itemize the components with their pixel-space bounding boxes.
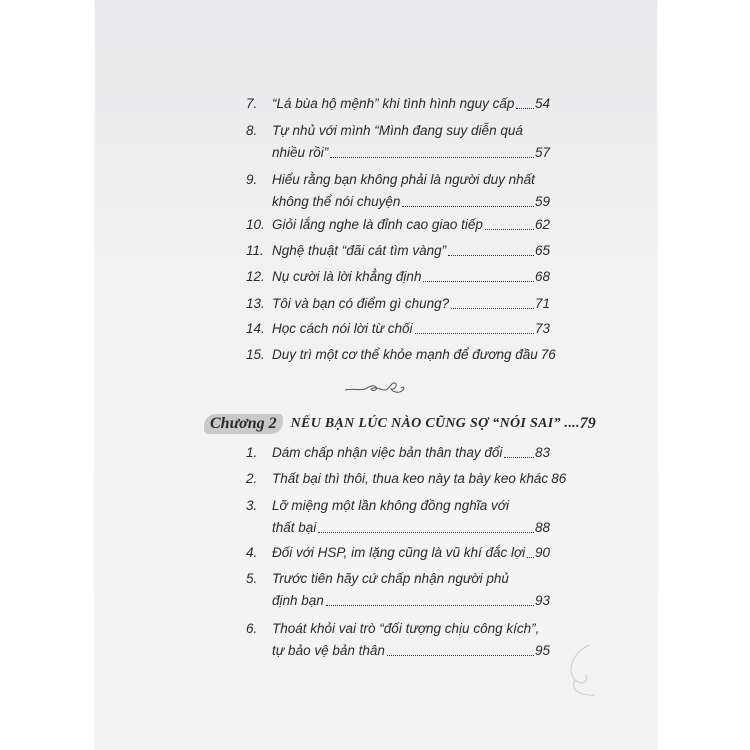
entry-title-continued: tự bảo vệ bản thân (272, 643, 385, 658)
entry-title: Hiểu rằng bạn không phải là người duy nhất (272, 172, 535, 187)
entry-number: 2. (246, 471, 258, 486)
entry-title: Dám chấp nhận việc bản thân thay đổi (272, 445, 503, 460)
entry-title: Trước tiên hãy cứ chấp nhận người phủ (272, 571, 509, 586)
entry-title: Học cách nói lời từ chối (272, 321, 413, 336)
entry-number: 10. (246, 217, 265, 232)
entry-title: Đối với HSP, im lặng cũng là vũ khí đắc lợi (272, 545, 526, 560)
entry-line (272, 242, 550, 260)
entry-line (272, 95, 550, 113)
entry-number: 14. (246, 321, 265, 336)
entry-line (272, 444, 550, 462)
dot-leader (415, 320, 534, 334)
decorative-curl-icon (560, 640, 600, 700)
entry-page-number: 73 (534, 321, 550, 336)
entry-page-number: 95 (534, 643, 550, 658)
entry-line (272, 346, 556, 364)
entry-title: Lỡ miệng một lần không đồng nghĩa với (272, 498, 509, 513)
entry-page-number: 62 (534, 217, 550, 232)
entry-number: 13. (246, 296, 265, 311)
entry-line (272, 497, 550, 515)
entry-page-number: 76 (540, 347, 556, 362)
entry-number: 12. (246, 269, 265, 284)
entry-title: Thoát khỏi vai trò “đối tượng chịu công kích”, (272, 621, 540, 636)
entry-page-number: 93 (534, 593, 550, 608)
entry-title: Tự nhủ với mình “Mình đang suy diễn quá (272, 123, 523, 138)
chapter-title: NẾU BẠN LÚC NÀO CŨNG SỢ “NÓI SAI” .... (290, 416, 580, 431)
entry-line-2 (272, 642, 550, 660)
entry-number: 5. (246, 571, 258, 586)
dot-leader (326, 592, 534, 606)
entry-line-2 (272, 193, 550, 211)
dot-leader (423, 268, 534, 282)
entry-line (272, 295, 550, 313)
entry-line (272, 470, 567, 488)
dot-leader (318, 519, 534, 533)
entry-title-continued: định bạn (272, 593, 324, 608)
entry-title: Thất bại thì thôi, thua keo này ta bày keo khác (272, 471, 549, 486)
entry-number: 7. (246, 96, 258, 111)
entry-line (272, 320, 550, 338)
entry-line (272, 171, 550, 189)
entry-page-number: 68 (534, 269, 550, 284)
entry-number: 3. (246, 498, 258, 513)
dot-leader (485, 216, 534, 230)
dot-leader (516, 95, 534, 109)
entry-line (272, 620, 550, 638)
dot-leader (330, 144, 534, 158)
entry-line (272, 268, 550, 286)
entry-page-number: 57 (534, 145, 550, 160)
dot-leader (451, 295, 534, 309)
entry-title-continued: không thể nói chuyện (272, 194, 401, 209)
entry-page-number: 59 (534, 194, 550, 209)
dot-leader (448, 242, 534, 256)
chapter-label: Chương 2 (204, 414, 283, 434)
entry-number: 1. (246, 445, 258, 460)
entry-line (272, 570, 550, 588)
chapter-page-number: 79 (579, 415, 596, 432)
entry-title-continued: nhiều rồi” (272, 145, 329, 160)
dot-leader (402, 193, 534, 207)
entry-page-number: 86 (551, 471, 567, 486)
entry-page-number: 88 (534, 520, 550, 535)
entry-number: 6. (246, 621, 258, 636)
ornament-divider-icon (343, 378, 409, 396)
entry-title: Nghệ thuật “đãi cát tìm vàng” (272, 243, 447, 258)
chapter-2-heading (204, 413, 596, 435)
entry-number: 9. (246, 172, 258, 187)
entry-title: Duy trì một cơ thể khỏe mạnh để đương đầu (272, 347, 538, 362)
entry-line (272, 544, 550, 562)
entry-line-2 (272, 592, 550, 610)
entry-number: 11. (246, 243, 264, 258)
entry-page-number: 90 (534, 545, 550, 560)
entry-number: 15. (246, 347, 265, 362)
entry-line-2 (272, 144, 550, 162)
entry-title: “Lá bùa hộ mệnh” khi tình hình nguy cấp (272, 96, 515, 111)
entry-line-2 (272, 519, 550, 537)
entry-page-number: 54 (534, 96, 550, 111)
dot-leader (387, 642, 534, 656)
entry-title-continued: thất bại (272, 520, 317, 535)
entry-title: Tôi và bạn có điểm gì chung? (272, 296, 450, 311)
entry-page-number: 65 (534, 243, 550, 258)
entry-title: Giỏi lắng nghe là đỉnh cao giao tiếp (272, 217, 483, 232)
entry-number: 4. (246, 545, 258, 560)
entry-title: Nụ cười là lời khẳng định (272, 269, 422, 284)
entry-page-number: 83 (534, 445, 550, 460)
entry-number: 8. (246, 123, 258, 138)
dot-leader (527, 544, 534, 558)
dot-leader (504, 444, 534, 458)
entry-line (272, 216, 550, 234)
entry-line (272, 122, 550, 140)
entry-page-number: 71 (534, 296, 550, 311)
